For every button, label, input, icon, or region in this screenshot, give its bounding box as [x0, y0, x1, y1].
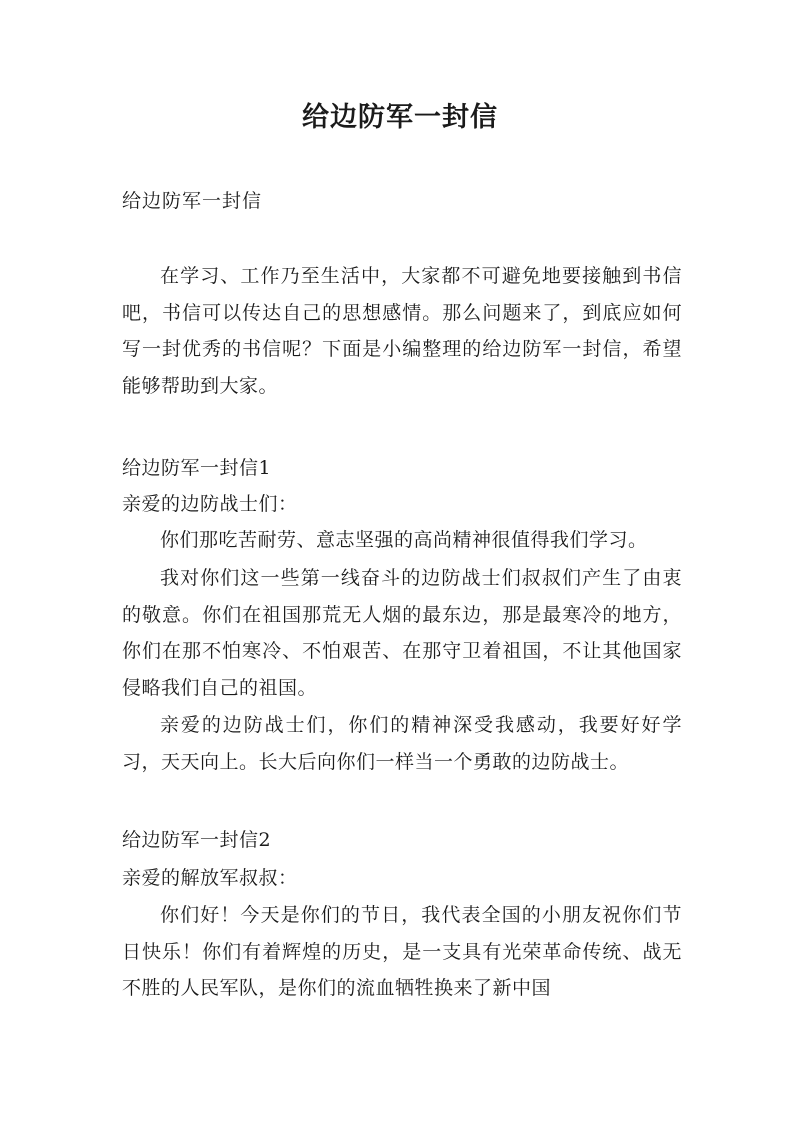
letter1-heading: 给边防军一封信1: [122, 457, 272, 479]
document-title: 给边防军一封信: [302, 102, 498, 133]
letter1-paragraph-1: 你们那吃苦耐劳、意志坚强的高尚精神很值得我们学习。: [160, 529, 648, 551]
letter1-paragraph-2: 我对你们这一些第一线奋斗的边防战士们叔叔们产生了由衷的敬意。你们在祖国那荒无人烟的最东边，那是最寒冷的地方，你们在那不怕寒冷、不怕艰苦、在那守卫着祖国，不让其他国家侵略我们自己的祖国。: [122, 567, 682, 699]
letter2-paragraph-1: 你们好！今天是你们的节日，我代表全国的小朋友祝你们节日快乐！你们有着辉煌的历史，是一支具有光荣革命传统、战无不胜的人民军队，是你们的流血牺牲换来了新中国: [122, 904, 682, 999]
letter2-heading: 给边防军一封信2: [122, 829, 272, 851]
letter1-paragraph-3: 亲爱的边防战士们，你们的精神深受我感动，我要好好学习，天天向上。长大后向你们一样当一个勇敢的边防战士。: [122, 714, 682, 773]
letter2-greeting: 亲爱的解放军叔叔：: [122, 867, 298, 889]
document-subtitle: 给边防军一封信: [122, 190, 263, 212]
intro-paragraph: 在学习、工作乃至生活中，大家都不可避免地要接触到书信吧，书信可以传达自己的思想感情。那么问题来了，到底应如何写一封优秀的书信呢？下面是小编整理的给边防军一封信，希望能够帮助到大家。: [122, 265, 682, 397]
letter1-greeting: 亲爱的边防战士们：: [122, 493, 298, 515]
